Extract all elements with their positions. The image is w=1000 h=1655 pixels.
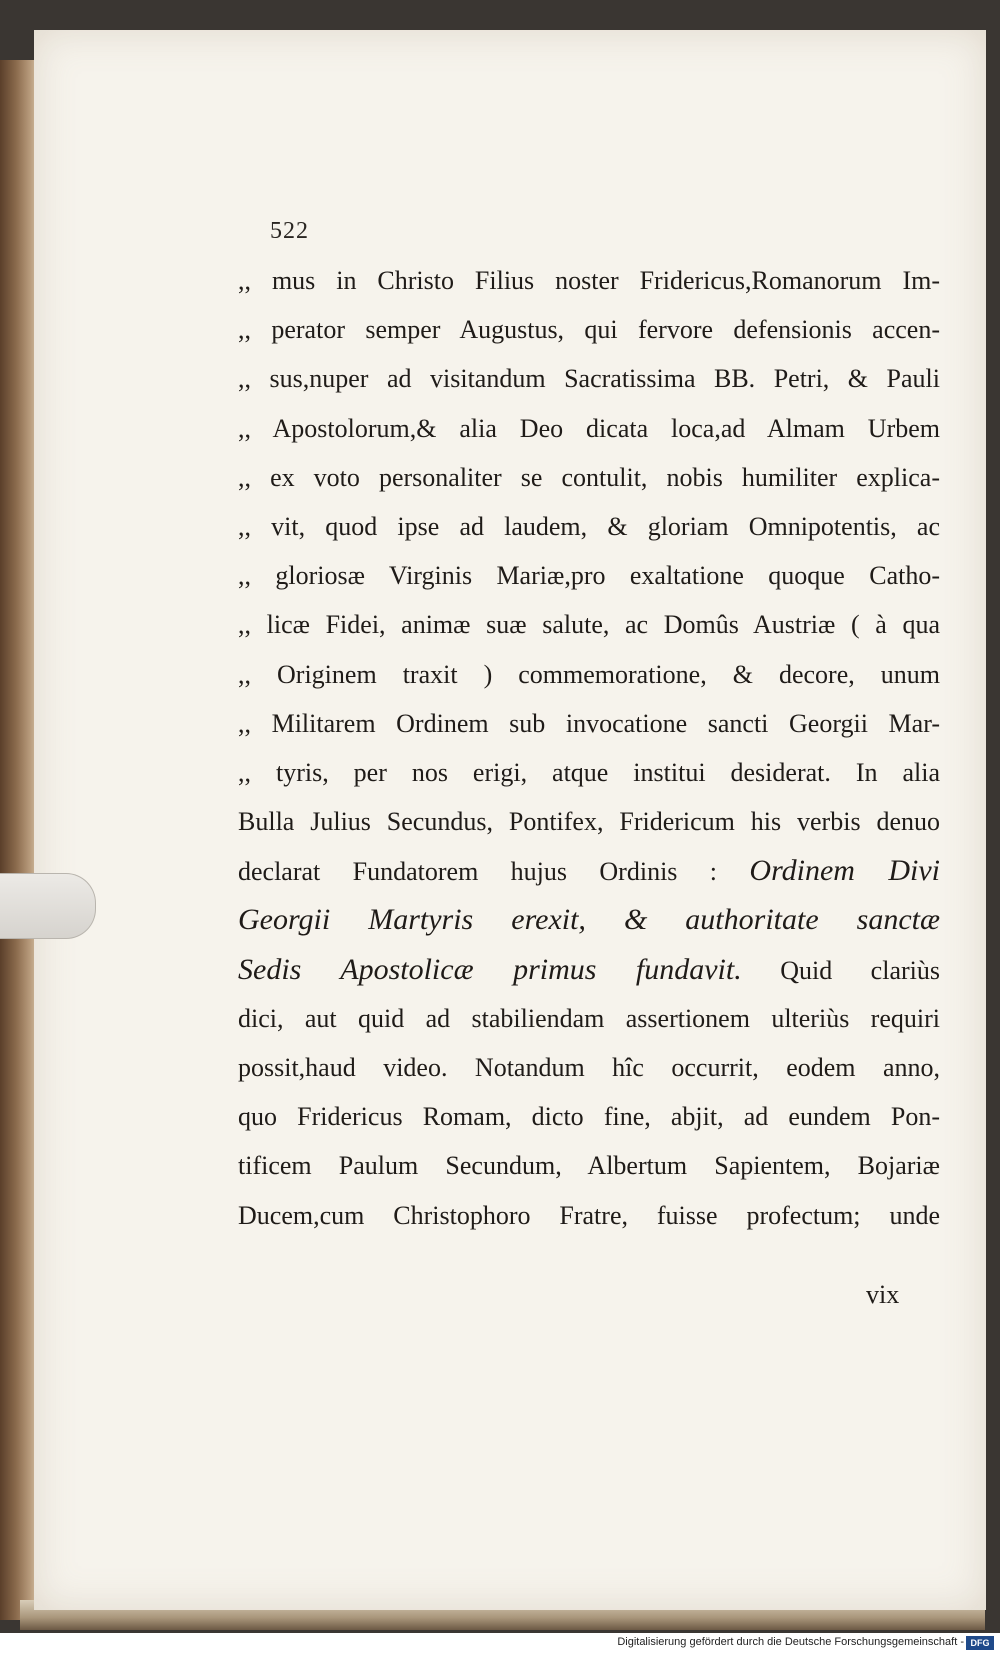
page-number: 522: [270, 218, 309, 244]
text-line-mixed: [238, 945, 940, 994]
text-line: ,, sus,nuper ad visitandum Sacratissima BB. Petri, & Pauli: [238, 364, 940, 394]
text-line: ,, mus in Christo Filius noster Fridericus,Romanorum Im-: [238, 266, 940, 295]
book-page: [34, 30, 986, 1610]
text-line: ,, Apostolorum,& alia Deo dicata loca,ad Almam Urbem: [238, 413, 940, 443]
text-line: ,, vit, quod ipse ad laudem, & gloriam Omnipotentis, ac: [238, 511, 940, 541]
text-block: [238, 256, 940, 1240]
text-line: ,, Militarem Ordinem sub invocatione sancti Georgii Mar-: [238, 708, 940, 738]
text-line: ,, tyris, per nos erigi, atque institui desiderat. In alia: [238, 757, 940, 787]
text-line: ,, perator semper Augustus, qui fervore defensionis accen-: [238, 315, 940, 345]
dfg-logo-icon: DFG: [966, 1636, 994, 1650]
text-line: possit,haud video. Notandum hîc occurrit, eodem anno,: [238, 1053, 940, 1082]
page-marker-tab: [0, 873, 96, 939]
text-line-mixed: [238, 846, 940, 895]
text-line: ,, ex voto personaliter se contulit, nobis humiliter explica-: [238, 462, 940, 492]
text-line: ,, Originem traxit ) commemoratione, & decore, unum: [238, 659, 940, 689]
text-line: ,, gloriosæ Virginis Mariæ,pro exaltatione quoque Catho-: [238, 561, 940, 591]
catchword: vix: [866, 1280, 900, 1309]
text-line: Bulla Julius Secundus, Pontifex, Fridericum his verbis denuo: [238, 807, 940, 837]
text-segment: Quid clariùs: [780, 955, 940, 985]
text-line: ,, licæ Fidei, animæ suæ salute, ac Domûs Austriæ ( à qua: [238, 610, 940, 640]
text-segment: declarat Fundatorem hujus Ordinis :: [238, 857, 718, 887]
text-line: quo Fridericus Romam, dicto fine, abjit, ad eundem Pon-: [238, 1102, 940, 1132]
text-line: Ducem,cum Christophoro Fratre, fuisse profectum; unde: [238, 1200, 940, 1230]
italic-segment: Ordinem Divi: [749, 854, 940, 888]
footer-credit: Digitalisierung gefördert durch die Deutsche Forschungsgemeinschaft -: [617, 1636, 964, 1648]
text-line: tificem Paulum Secundum, Albertum Sapientem, Bojariæ: [238, 1151, 940, 1181]
italic-line: Georgii Martyris erexit, & authoritate sanctæ: [238, 903, 940, 937]
italic-segment: Sedis Apostolicæ primus fundavit.: [238, 952, 742, 986]
text-line: dici, aut quid ad stabiliendam assertionem ulteriùs requiri: [238, 1003, 940, 1033]
